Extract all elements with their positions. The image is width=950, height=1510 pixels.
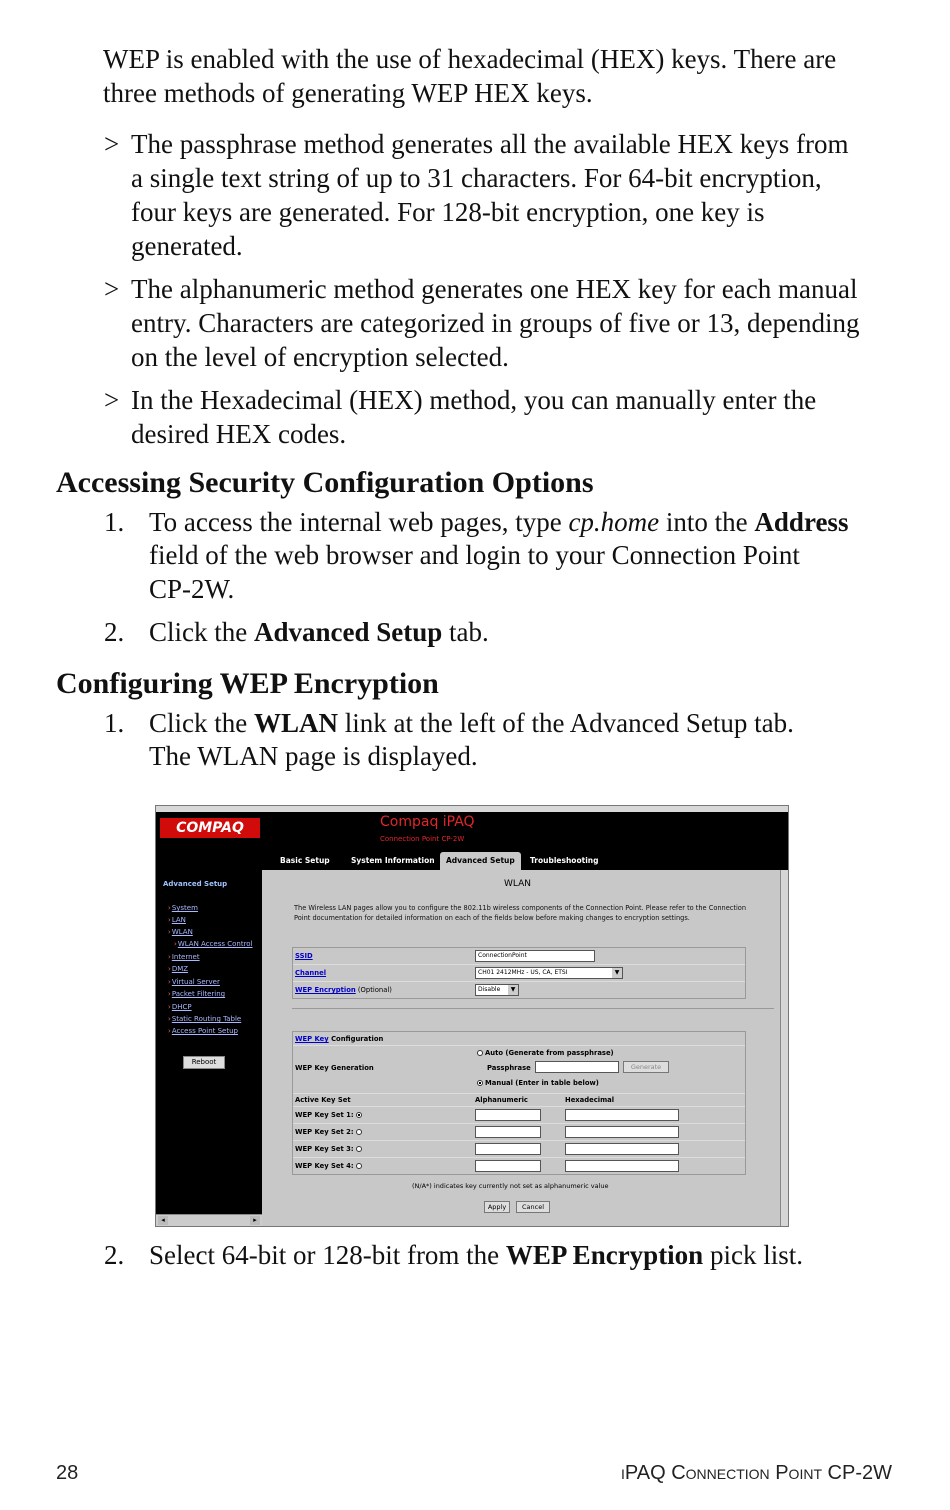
step-number: 2. bbox=[104, 617, 125, 647]
bullet-1-line-4: generated. bbox=[131, 231, 243, 261]
alphanumeric-input[interactable] bbox=[475, 1143, 541, 1155]
key-set-text: WEP Key Set 1: bbox=[295, 1111, 354, 1119]
manual-label: Manual (Enter in table below) bbox=[485, 1079, 599, 1087]
text-run: Select 64-bit or 128-bit from the bbox=[149, 1240, 506, 1270]
auto-option[interactable] bbox=[477, 1049, 614, 1057]
brand-subtitle: Connection Point CP-2W bbox=[380, 835, 465, 843]
hexadecimal-input[interactable] bbox=[565, 1143, 679, 1155]
channel-select[interactable]: CH01 2412MHz - US, CA, ETSI ▼ bbox=[475, 967, 623, 979]
hexadecimal-input[interactable] bbox=[565, 1160, 679, 1172]
sidebar-item-dmz[interactable]: › DMZ bbox=[168, 965, 188, 973]
section-heading-wep: Configuring WEP Encryption bbox=[56, 667, 439, 700]
text-run: into the bbox=[659, 507, 755, 537]
section1-step1-line1 bbox=[149, 505, 909, 539]
manual-option[interactable] bbox=[477, 1079, 599, 1087]
page-title: WLAN bbox=[504, 879, 532, 889]
bullet-marker: > bbox=[104, 274, 120, 304]
passphrase-label: Passphrase bbox=[487, 1064, 531, 1072]
generate-button[interactable]: Generate bbox=[623, 1061, 669, 1073]
section-heading-security: Accessing Security Configuration Options bbox=[56, 466, 594, 499]
compaq-logo: COMPAQ bbox=[160, 818, 260, 838]
text-run: tab. bbox=[442, 617, 489, 647]
section1-step1-line3: CP-2W. bbox=[149, 574, 235, 604]
bold-term: WLAN bbox=[253, 708, 338, 738]
bullet-2-line-3: on the level of encryption selected. bbox=[131, 342, 509, 372]
bold-term: Address bbox=[754, 507, 849, 537]
hexadecimal-header: Hexadecimal bbox=[565, 1096, 615, 1104]
intro-line-1: WEP is enabled with the use of hexadecimal (HEX) keys. There are bbox=[103, 44, 837, 74]
sidebar-item-wlan[interactable]: › WLAN bbox=[168, 928, 193, 936]
bullet-1-line-3: four keys are generated. For 128-bit encryption, one key is bbox=[131, 197, 765, 227]
tab-advanced-setup[interactable]: Advanced Setup bbox=[440, 852, 521, 870]
hexadecimal-input[interactable] bbox=[565, 1109, 679, 1121]
alphanumeric-input[interactable] bbox=[475, 1160, 541, 1172]
horizontal-scrollbar[interactable] bbox=[156, 1214, 262, 1226]
auto-label: Auto (Generate from passphrase) bbox=[485, 1049, 614, 1057]
hexadecimal-input[interactable] bbox=[565, 1126, 679, 1138]
bold-term: WEP Encryption bbox=[505, 1240, 704, 1270]
text-run: To access the internal web pages, type bbox=[149, 507, 569, 537]
key-set-2-radio[interactable] bbox=[356, 1129, 362, 1135]
intro-line-2: three methods of generating WEP HEX keys. bbox=[103, 78, 593, 108]
sidebar-item-wlan-access-control[interactable]: › WLAN Access Control bbox=[174, 940, 253, 948]
ssid-field[interactable]: ConnectionPoint bbox=[475, 950, 595, 962]
bullet-2-line-2: entry. Characters are categorized in groups of five or 13, depending bbox=[131, 308, 860, 338]
table-row bbox=[293, 1094, 745, 1107]
key-set-text: WEP Key Set 4: bbox=[295, 1162, 354, 1170]
brand-title: Compaq iPAQ bbox=[380, 814, 475, 830]
sidebar-item-access-point-setup[interactable]: › Access Point Setup bbox=[168, 1027, 238, 1035]
optional-text: (Optional) bbox=[357, 986, 392, 994]
bullet-marker: > bbox=[104, 385, 120, 415]
divider bbox=[292, 1008, 774, 1009]
window-top-strip bbox=[156, 806, 788, 812]
tab-basic-setup[interactable]: Basic Setup bbox=[280, 856, 330, 865]
basic-settings-table bbox=[292, 947, 746, 999]
table-row bbox=[293, 1046, 745, 1094]
wep-encryption-label bbox=[295, 986, 392, 994]
alphanumeric-input[interactable] bbox=[475, 1109, 541, 1121]
sidebar-item-system[interactable]: › System bbox=[168, 904, 198, 912]
table-row bbox=[293, 1158, 745, 1175]
wep-key-link[interactable]: WEP Key bbox=[295, 1035, 329, 1043]
key-set-1-radio[interactable] bbox=[356, 1112, 362, 1118]
vertical-scrollbar[interactable] bbox=[780, 870, 788, 1226]
key-set-label bbox=[295, 1111, 364, 1119]
text-run: link at the left of the Advanced Setup tab. bbox=[338, 708, 794, 738]
bullet-3-line-1: In the Hexadecimal (HEX) method, you can manually enter the bbox=[131, 385, 817, 415]
sidebar-item-internet[interactable]: › Internet bbox=[168, 953, 200, 961]
bold-term: Advanced Setup bbox=[253, 617, 443, 647]
apply-button[interactable]: Apply bbox=[484, 1201, 510, 1213]
bullet-1-line-1: The passphrase method generates all the available HEX keys from bbox=[131, 129, 849, 159]
scroll-right-icon[interactable]: ▸ bbox=[250, 1216, 260, 1225]
page-description: The Wireless LAN pages allow you to configure the 802.11b wireless components of the Connection Point. Please refer to the Connection Point documentation for detailed information on each of the fields below before making changes to encryption settings. bbox=[294, 904, 747, 922]
sidebar-item-packet-filtering[interactable]: › Packet Filtering bbox=[168, 990, 225, 998]
sidebar-item-dhcp[interactable]: › DHCP bbox=[168, 1003, 192, 1011]
section2-step1-line1 bbox=[149, 706, 909, 740]
table-row bbox=[293, 965, 745, 982]
table-row bbox=[293, 1107, 745, 1124]
wep-key-config-table bbox=[292, 1031, 746, 1175]
main-content bbox=[262, 870, 780, 1226]
sidebar-item-virtual-server[interactable]: › Virtual Server bbox=[168, 978, 220, 986]
ssid-link[interactable]: SSID bbox=[295, 952, 313, 960]
alphanumeric-header: Alphanumeric bbox=[475, 1096, 528, 1104]
sidebar-item-static-routing[interactable]: › Static Routing Table bbox=[168, 1015, 241, 1023]
section1-step1-line2: field of the web browser and login to your Connection Point bbox=[149, 540, 800, 570]
table-row bbox=[293, 982, 745, 999]
key-set-text: WEP Key Set 3: bbox=[295, 1145, 354, 1153]
auto-radio[interactable] bbox=[477, 1050, 483, 1056]
bullet-2-line-1: The alphanumeric method generates one HEX key for each manual bbox=[131, 274, 858, 304]
active-key-set-header: Active Key Set bbox=[295, 1096, 351, 1104]
running-footer-title: iPAQ Connection Point CP-2W bbox=[621, 1462, 892, 1484]
key-note: (N/A*) indicates key currently not set as alphanumeric value bbox=[412, 1182, 609, 1190]
wep-encryption-link[interactable]: WEP Encryption bbox=[295, 986, 356, 994]
key-set-text: WEP Key Set 2: bbox=[295, 1128, 354, 1136]
passphrase-input[interactable] bbox=[535, 1061, 619, 1073]
cancel-button[interactable]: Cancel bbox=[516, 1201, 550, 1213]
step-number: 2. bbox=[104, 1240, 125, 1270]
key-generation-label: WEP Key Generation bbox=[295, 1064, 374, 1072]
sidebar-title: Advanced Setup bbox=[163, 880, 228, 888]
alphanumeric-input[interactable] bbox=[475, 1126, 541, 1138]
config-text: Configuration bbox=[331, 1035, 384, 1043]
key-set-4-radio[interactable] bbox=[356, 1163, 362, 1169]
page-number: 28 bbox=[56, 1462, 79, 1484]
bullet-1-line-2: a single text string of up to 31 characters. For 64-bit encryption, bbox=[131, 163, 822, 193]
key-set-label bbox=[295, 1162, 364, 1170]
tab-system-information[interactable]: System Information bbox=[351, 856, 435, 865]
section2-step1-line2: The WLAN page is displayed. bbox=[149, 741, 478, 771]
reboot-button[interactable]: Reboot bbox=[183, 1056, 225, 1069]
section1-step2 bbox=[149, 615, 909, 649]
table-row bbox=[293, 1141, 745, 1158]
channel-link[interactable]: Channel bbox=[295, 969, 327, 977]
manual-radio[interactable] bbox=[477, 1080, 483, 1086]
sidebar-item-lan[interactable]: › LAN bbox=[168, 916, 186, 924]
text-run: Click the bbox=[149, 708, 254, 738]
bullet-3-line-2: desired HEX codes. bbox=[131, 419, 347, 449]
wep-encryption-select[interactable]: Disable ▼ bbox=[475, 984, 519, 996]
table-row bbox=[293, 948, 745, 965]
step-number: 1. bbox=[104, 708, 125, 738]
key-set-3-radio[interactable] bbox=[356, 1146, 362, 1152]
wlan-screenshot bbox=[155, 805, 789, 1227]
sidebar bbox=[156, 870, 262, 1226]
wep-key-config-header bbox=[295, 1035, 383, 1043]
url-text: cp.home bbox=[568, 507, 660, 537]
bullet-marker: > bbox=[104, 129, 120, 159]
key-set-label bbox=[295, 1128, 364, 1136]
table-row bbox=[293, 1032, 745, 1046]
key-set-label bbox=[295, 1145, 364, 1153]
step-number: 1. bbox=[104, 507, 125, 537]
scroll-left-icon[interactable]: ◂ bbox=[158, 1216, 168, 1225]
table-row bbox=[293, 1124, 745, 1141]
text-run: Click the bbox=[149, 617, 254, 647]
section2-step2 bbox=[149, 1238, 909, 1272]
tab-troubleshooting[interactable]: Troubleshooting bbox=[530, 856, 599, 865]
text-run: pick list. bbox=[703, 1240, 803, 1270]
